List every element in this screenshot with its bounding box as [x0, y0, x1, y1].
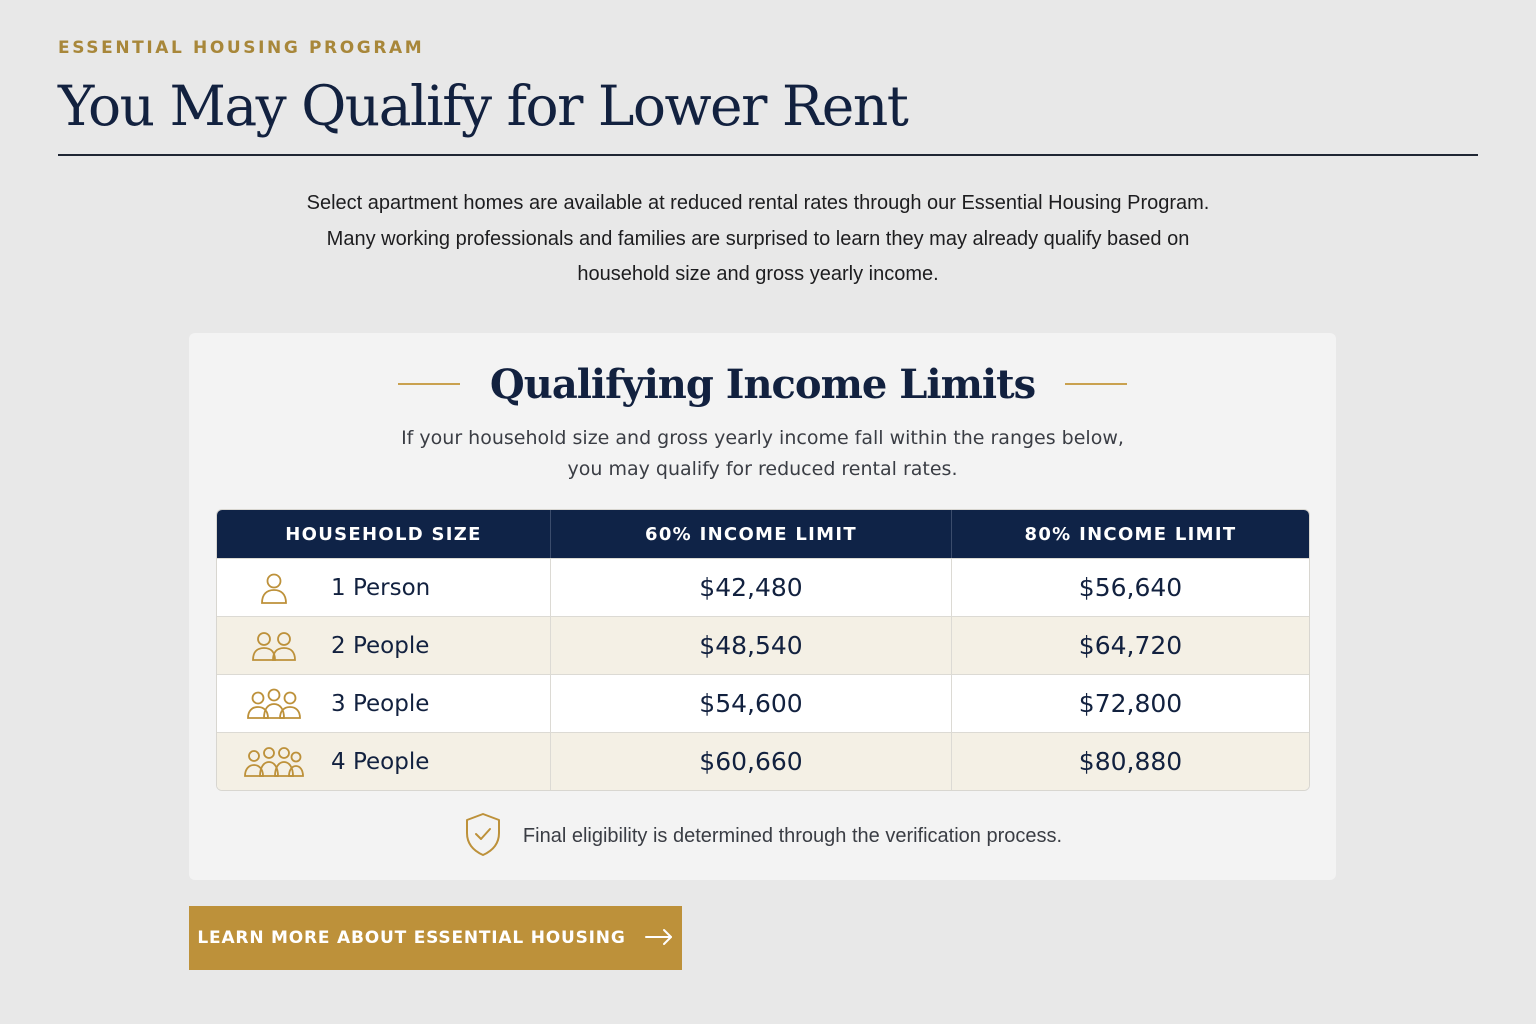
arrow-right-icon: [644, 928, 674, 949]
table-row: [217, 558, 1309, 616]
one-person-icon: [217, 571, 331, 605]
household-size-cell: [217, 617, 551, 674]
table-row: [217, 674, 1309, 732]
household-size-cell: [217, 675, 551, 732]
household-size-label: 1 Person: [331, 574, 431, 601]
limit-80-value: $72,800: [1078, 689, 1183, 718]
subtitle-line: you may qualify for reduced rental rates.: [567, 458, 958, 480]
eyebrow-label: ESSENTIAL HOUSING PROGRAM: [58, 38, 425, 58]
income-limits-table: [216, 509, 1310, 791]
verification-note: [189, 811, 1336, 862]
household-size-label: 4 People: [331, 748, 430, 775]
title-decoration-left: [398, 383, 460, 385]
three-people-icon: [217, 687, 331, 721]
verification-note-text: Final eligibility is determined through the verification process.: [522, 825, 1063, 847]
intro-line: household size and gross yearly income.: [577, 263, 939, 285]
header-household-size: HOUSEHOLD SIZE: [217, 510, 551, 558]
learn-more-label: LEARN MORE ABOUT ESSENTIAL HOUSING: [197, 928, 626, 948]
subtitle-line: If your household size and gross yearly income fall within the ranges below,: [401, 427, 1124, 449]
shield-check-icon: [463, 811, 503, 862]
table-header: [217, 510, 1309, 558]
household-size-cell: [217, 733, 551, 790]
intro-line: Select apartment homes are available at reduced rental rates through our Essential Housing Program.: [306, 192, 1210, 214]
limit-60-value: $54,600: [551, 675, 952, 732]
limit-60-value: $42,480: [551, 559, 952, 616]
header-80-limit: 80% INCOME LIMIT: [1024, 523, 1237, 545]
header-60-limit: 60% INCOME LIMIT: [551, 510, 952, 558]
household-size-label: 2 People: [331, 632, 430, 659]
two-people-icon: [217, 629, 331, 663]
table-row: [217, 732, 1309, 790]
intro-paragraph: [268, 186, 1248, 293]
learn-more-button[interactable]: [189, 906, 682, 970]
income-limits-card: [189, 333, 1336, 880]
card-subtitle: [189, 423, 1336, 485]
limit-60-value: $48,540: [551, 617, 952, 674]
title-divider: [58, 154, 1478, 156]
limit-80-value: $64,720: [1078, 631, 1183, 660]
page-title: You May Qualify for Lower Rent: [58, 74, 908, 138]
limit-60-value: $60,660: [551, 733, 952, 790]
four-people-icon: [217, 745, 331, 779]
card-title-row: [189, 359, 1336, 409]
table-row: [217, 616, 1309, 674]
limit-80-value: $56,640: [1078, 573, 1183, 602]
intro-line: Many working professionals and families are surprised to learn they may already qualify based on: [326, 227, 1190, 250]
household-size-label: 3 People: [331, 690, 430, 717]
household-size-cell: [217, 559, 551, 616]
title-decoration-right: [1065, 383, 1127, 385]
card-title: Qualifying Income Limits: [489, 360, 1036, 408]
limit-80-value: $80,880: [1078, 747, 1183, 776]
